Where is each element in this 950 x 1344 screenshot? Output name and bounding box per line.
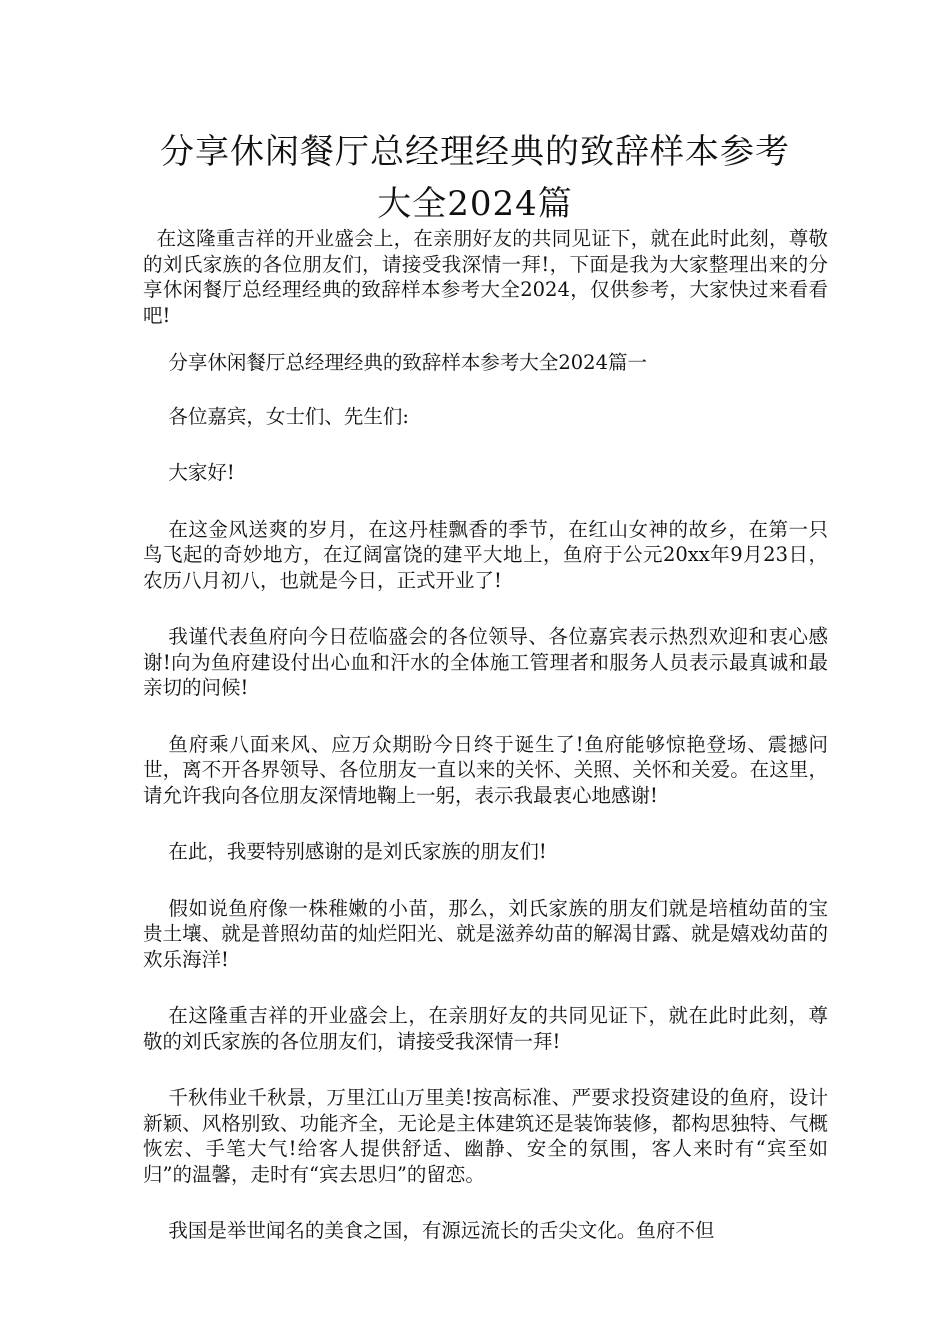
paragraph: 在这隆重吉祥的开业盛会上，在亲朋好友的共同见证下，就在此时此刻，尊敬的刘氏家族的各位朋友们，请接受我深情一拜! xyxy=(143,1004,828,1053)
document-title xyxy=(120,126,830,230)
paragraph: 鱼府乘八面来风、应万众期盼今日终于诞生了!鱼府能够惊艳登场、震撼问世，离不开各界领导、各位朋友一直以来的关怀、关照、关怀和关爱。在这里，请允许我向各位朋友深情地鞠上一躬，表示我最衷心地感谢! xyxy=(143,732,828,807)
intro-paragraph: 在这隆重吉祥的开业盛会上，在亲朋好友的共同见证下，就在此时此刻，尊敬的刘氏家族的各位朋友们，请接受我深情一拜!，下面是我为大家整理出来的分享休闲餐厅总经理经典的致辞样本参考大全2024，仅供参考，大家快过来看看吧! xyxy=(143,227,828,327)
section-heading: 分享休闲餐厅总经理经典的致辞样本参考大全2024篇一 xyxy=(168,351,647,374)
paragraph: 千秋伟业千秋景，万里江山万里美!按高标准、严要求投资建设的鱼府，设计新颖、风格别致、功能齐全，无论是主体建筑还是装饰装修，都构思独特、气概恢宏、手笔大气!给客人提供舒适、幽静、安全的氛围，客人来时有“宾至如归”的温馨，走时有“宾去思归”的留恋。 xyxy=(143,1086,828,1186)
title-line-2: 大全2024篇 xyxy=(377,184,573,224)
paragraph: 假如说鱼府像一株稚嫩的小苗，那么，刘氏家族的朋友们就是培植幼苗的宝贵土壤、就是普照幼苗的灿烂阳光、就是滋养幼苗的解渴甘露、就是嬉戏幼苗的欢乐海洋! xyxy=(143,896,828,971)
document-body xyxy=(143,226,828,1275)
title-line-1: 分享休闲餐厅总经理经典的致辞样本参考 xyxy=(160,132,790,172)
paragraph: 我国是举世闻名的美食之国，有源远流长的舌尖文化。鱼府不但 xyxy=(168,1219,715,1242)
paragraph-greeting: 各位嘉宾，女士们、先生们: xyxy=(168,404,409,428)
paragraph-hello: 大家好! xyxy=(168,461,235,484)
paragraph: 在这金风送爽的岁月，在这丹桂飘香的季节，在红山女神的故乡，在第一只鸟飞起的奇妙地方，在辽阔富饶的建平大地上，鱼府于公元20xx年9月23日，农历八月初八，也就是今日，正式开业了! xyxy=(143,517,828,592)
paragraph: 在此，我要特别感谢的是刘氏家族的朋友们! xyxy=(168,840,547,863)
paragraph: 我谨代表鱼府向今日莅临盛会的各位领导、各位嘉宾表示热烈欢迎和衷心感谢!向为鱼府建设付出心血和汗水的全体施工管理者和服务人员表示最真诚和最亲切的问候! xyxy=(143,625,828,699)
